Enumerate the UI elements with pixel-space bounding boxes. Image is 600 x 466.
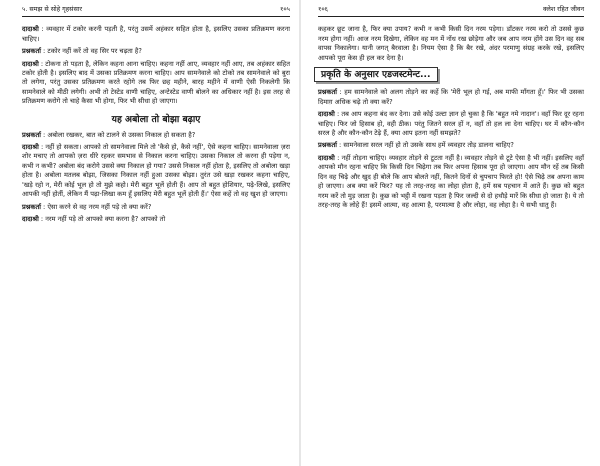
paragraph bbox=[22, 25, 290, 44]
running-head bbox=[318, 5, 584, 17]
paragraph-text: : टोकना तो पड़ता है, लेकिन कहना आना चाहिए। कहना नहीं आए, व्यवहार नहीं आए, तब अहंकार सहित टकोर होती है। इसलिए बाद में उसका प्रतिक्रमण करना चाहिए। आप सामनेवाले को टोको तब सामनेवाले को बुरा तो लगेगा, परंतु उसका प्रतिक्रमण करते रहोगे तब फिर छह महीने, बारह महीने में वाणी ऐसी निकलेगी कि सामनेवाले को मीठी लगेगी। अभी तो टेस्टेड वाणी चाहिए, अन्टेस्टेड वाणी बोलने का अधिकार नहीं है। इस तरह से प्रतिक्रमण करोगे तो चाहे कैसा भी होगा, फिर भी सीधा हो जाएगा। bbox=[22, 59, 290, 106]
paragraph-text: : ऐसा करने से वह नरम नहीं पड़े तो क्या करें? bbox=[40, 202, 152, 211]
speaker-label: प्रश्नकर्ता bbox=[22, 202, 41, 211]
speaker-label: दादाश्री bbox=[22, 59, 39, 68]
section-heading: यह अबोला तो बोझा बढ़ाए bbox=[111, 113, 201, 125]
paragraph bbox=[22, 203, 290, 212]
paragraph bbox=[22, 131, 290, 140]
speaker-label: दादाश्री bbox=[22, 214, 39, 223]
paragraph-text: : अबोला रखकर, बात को टालने से उसका निकाल हो सकता है? bbox=[40, 130, 196, 139]
paragraph bbox=[22, 143, 290, 199]
paragraph-text: : टकोर नहीं करें तो वह सिर पर चढ़ता है? bbox=[40, 47, 142, 56]
paragraph bbox=[318, 88, 584, 107]
speaker-label: प्रश्नकर्ता bbox=[22, 47, 41, 56]
paragraph-text: : सामनेवाला सरल नहीं हो तो उसके साथ हमें व्यवहार तोड़ डालना चाहिए? bbox=[336, 141, 514, 150]
paragraph bbox=[318, 110, 584, 138]
page-number: १०५ bbox=[280, 5, 290, 13]
paragraph-text: : व्यवहार में टकोर करनी पड़ती है, परंतु उसमें अहंकार सहित होता है, इसलिए उसका प्रतिक्रमण करना चाहिए। bbox=[22, 25, 290, 43]
speaker-label: दादाश्री bbox=[22, 25, 39, 34]
speaker-label: प्रश्नकर्ता bbox=[318, 88, 337, 97]
boxed-section-heading: प्रकृति के अनुसार एडजस्टमेन्ट... bbox=[314, 67, 438, 82]
chapter-title: ५. समझ से सोहे गृहसंसार bbox=[22, 5, 83, 13]
running-head bbox=[22, 5, 290, 17]
paragraph bbox=[22, 47, 290, 56]
paragraph-text: : नरम नहीं पड़े तो आपको क्या करना है? आपको तो bbox=[38, 214, 166, 223]
right-page bbox=[300, 0, 600, 466]
speaker-label: प्रश्नकर्ता bbox=[318, 141, 337, 150]
paragraph-text: : नहीं तोड़ना चाहिए। व्यवहार तोड़ने से टूटता नहीं है। व्यवहार तोड़ने से टूटे ऐसा है भी नहीं। इसलिए वहाँ आपको मौन रहना चाहिए कि किसी दिन चिढ़ेगा तब फिर अपना हिसाब पूरा हो जाएगा। आप मौन रहें तब किसी दिन वह चिढ़े और खुद ही बोले कि आप बोलते नहीं, कितने दिनों से चुपचाप फिरते हो! ऐसे चिढ़े तब अपना काम हो जाएगा। अब क्या करें फिर? यह तो तरह-तरह का लोहा होता है, हमें सब पहचान में आते हैं। कुछ को बहुत गरम करें तो मुड़ जाता है। कुछ को भट्ठी में रखना पड़ता है फिर जल्दी से दो हथौड़े मारें कि सीधा हो जाता है। ये तो तरह-तरह के लोहे हैं! इसमें आत्मा, वह आत्मा है, परमात्मा है और लोहा, वह लोहा है। ये सभी धातु हैं। bbox=[318, 153, 584, 209]
paragraph-text: : तब आप कहना बंद कर देना। उसे कोई उल्टा ज्ञान हो चुका है कि 'बहुत नमे नादान'। वहाँ फिर दूर रहना चाहिए। फिर जो हिसाब हो, वही ठीक। परंतु जितने सरल हों न, वहाँ तो हल ला देना चाहिए। घर में कौन-कौन सरल है और कौन-कौन टेढ़े हैं, क्या आप इतना नहीं समझते? bbox=[318, 110, 584, 138]
paragraph bbox=[22, 60, 290, 107]
book-title: क्लेश रहित जीवन bbox=[542, 5, 584, 13]
paragraph bbox=[318, 154, 584, 210]
paragraph-text: : हम सामनेवाले को अलग तोड़ने का कहें कि 'मेरी भूल हो गई, अब माफी माँगता हूँ।' फिर भी उसका दिमाग़ अधिक चढ़े तो क्या करें? bbox=[318, 88, 584, 106]
paragraph-text: कहकर छूट जाना है, फिर क्या उपाय? कभी न कभी किसी दिन नरम पड़ेगा। डाँटकर नरम करो तो उससे कुछ नरम होगा नहीं। आज नरम दिखेगा, लेकिन वह मन में नोंध रख छोड़ेगा और जब आप नरम होंगे उस दिन वह सब वापस निकालेगा। यानी जगत् बैरवाला है। नियम ऐसा है कि बैर रखे, अंदर परमाणु संग्रह करके रखे, इसलिए आपको पूरा केस ही हल कर देना है। bbox=[318, 25, 584, 62]
page-number: १०६ bbox=[318, 5, 328, 13]
speaker-label: दादाश्री bbox=[22, 143, 39, 152]
paragraph-text: : नहीं हो सकता। आपको तो सामनेवाला मिले तो 'कैसे हो, कैसे नहीं', ऐसे कहना चाहिए। सामनेवाला ज़रा शोर मचाए तो आपको ज़रा धीरे रहकर समभाव से निकाल करना चाहिए। उसका निकाल तो करना ही पड़ेगा न, कभी न कभी? अबोला बंद करोगे उससे क्या निकाल हो गया? उससे निकाल नहीं होता है, इसलिए तो अबोला खड़ा होता है। अबोला मतलब बोझा, जिसका निकाल नहीं हुआ उसका बोझा। तुरंत उसे खड़ा रखकर कहना चाहिए, 'खड़े रहो न, मेरी कोई भूल हो तो मुझे कहो। मेरी बहुत भूलें होती हैं। आप तो बहुत होशियार, पढ़े-लिखे, इसलिए आपकी नहीं होतीं, लेकिन मैं पढ़ा-लिखा कम हूँ इसलिए मेरी बहुत भूलें होती हैं।' ऐसा कहें तो वह खुश हो जाएगा। bbox=[22, 143, 290, 199]
paragraph bbox=[318, 141, 584, 150]
speaker-label: प्रश्नकर्ता bbox=[22, 130, 41, 139]
speaker-label: दादाश्री bbox=[318, 153, 335, 162]
speaker-label: दादाश्री bbox=[318, 110, 335, 119]
paragraph bbox=[318, 25, 584, 63]
paragraph bbox=[22, 215, 290, 224]
